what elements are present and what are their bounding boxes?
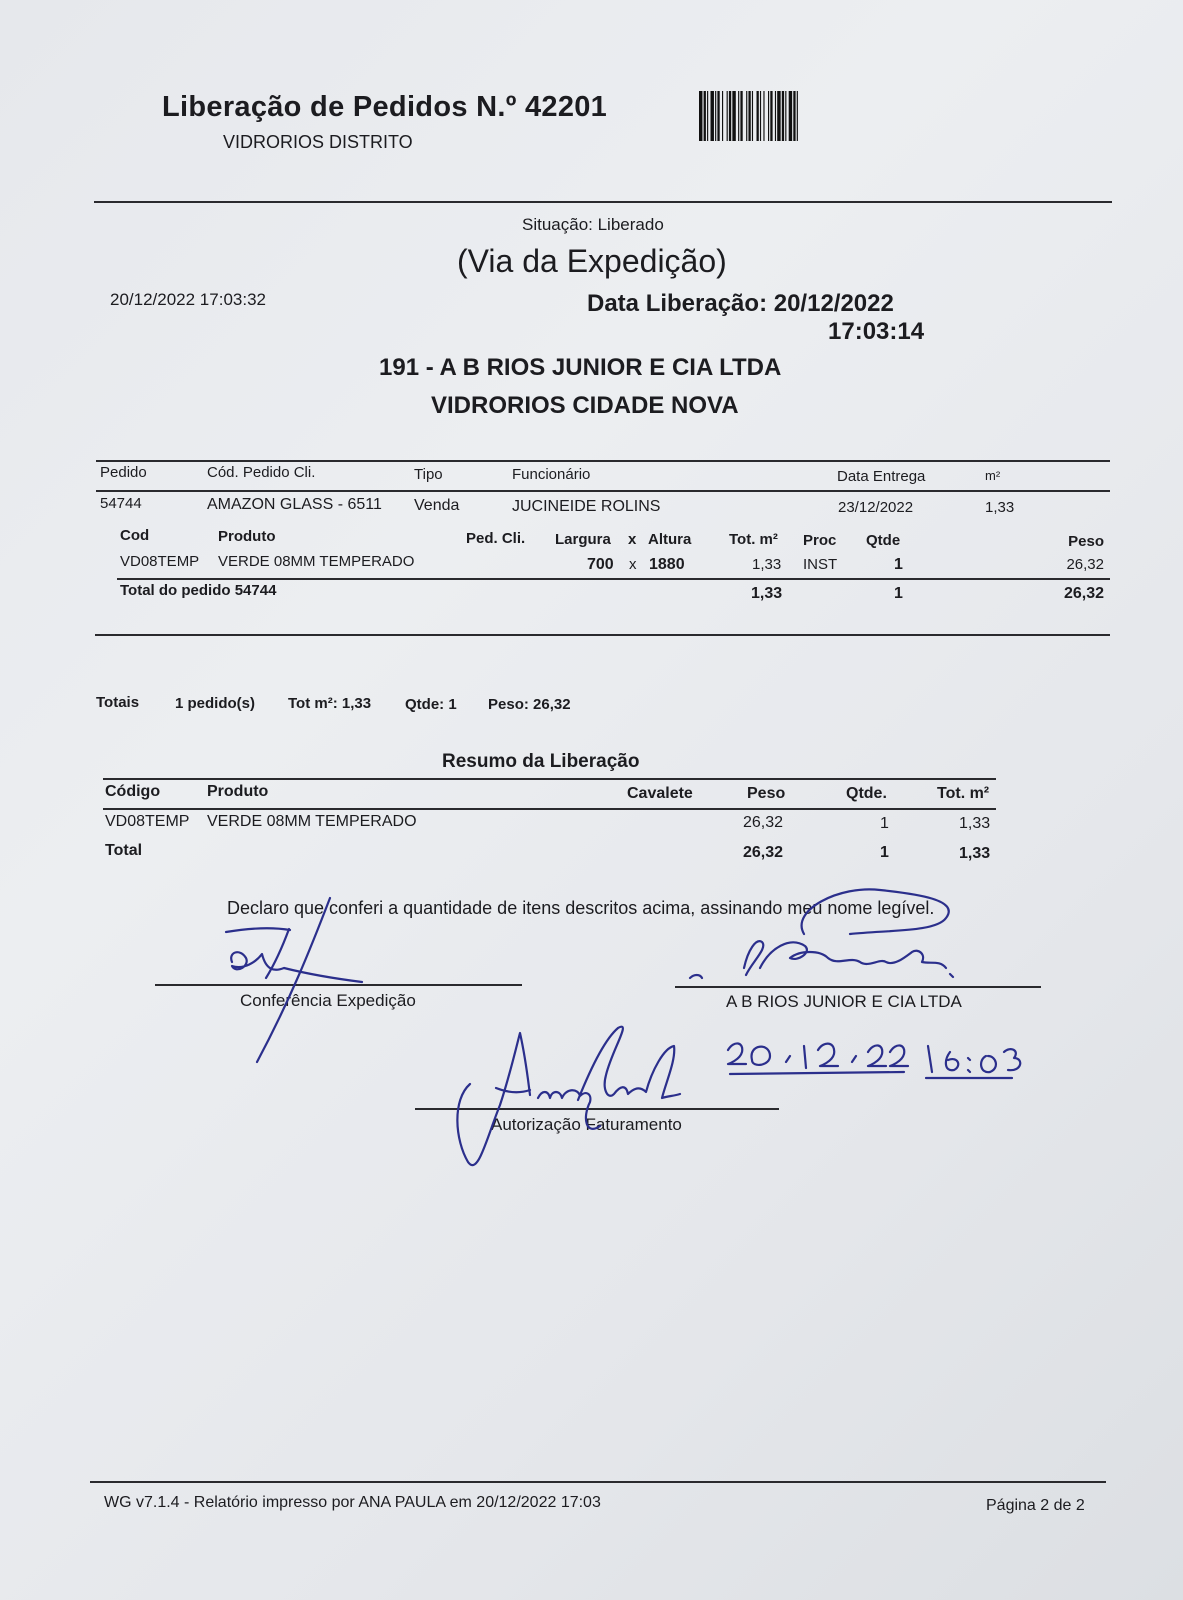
header-divider: [94, 201, 1112, 203]
order-funcionario: JUCINEIDE ROLINS: [512, 498, 661, 515]
barcode: [699, 91, 879, 141]
item-produto: VERDE 08MM TEMPERADO: [218, 553, 415, 570]
signature-line-autorizacao: [415, 1108, 779, 1110]
signature-label-cliente: A B RIOS JUNIOR E CIA LTDA: [726, 992, 962, 1011]
col-header-tipo: Tipo: [414, 466, 443, 483]
order-tipo: Venda: [414, 497, 460, 514]
via-title: (Via da Expedição): [457, 243, 727, 279]
totals-label: Totais: [96, 694, 140, 711]
col-header-pedido: Pedido: [100, 464, 147, 481]
print-timestamp: 20/12/2022 17:03:32: [110, 290, 266, 309]
item-header-tot-m2: Tot. m²: [729, 531, 778, 548]
summary-peso: 26,32: [743, 814, 784, 831]
order-total-qtde: 1: [894, 585, 903, 602]
order-table-top-rule: [96, 460, 1110, 462]
item-x: x: [629, 556, 637, 573]
item-qtde: 1: [894, 556, 903, 573]
item-altura: 1880: [649, 556, 685, 573]
declaration-text: Declaro que conferi a quantidade de itens descritos acima, assinando meu nome legível.: [227, 898, 935, 918]
document-title: Liberação de Pedidos N.º 42201: [162, 91, 608, 123]
item-header-largura: Largura: [555, 531, 611, 548]
summary-total-tot-m2: 1,33: [959, 845, 991, 862]
col-header-cod-pedido-cli: Cód. Pedido Cli.: [207, 464, 316, 481]
handwritten-date-text: [726, 1036, 1014, 1074]
item-header-qtde: Qtde: [866, 532, 901, 549]
client-branch: VIDRORIOS CIDADE NOVA: [431, 392, 739, 419]
totals-pedidos: 1 pedido(s): [175, 695, 256, 712]
footer-print-info: WG v7.1.4 - Relatório impresso por ANA PAULA em 20/12/2022 17:03: [104, 1494, 601, 1511]
item-header-peso: Peso: [1068, 533, 1104, 550]
item-header-altura: Altura: [648, 531, 692, 548]
summary-total-qtde: 1: [880, 844, 889, 861]
summary-total-label: Total: [105, 842, 143, 859]
summary-header-produto: Produto: [207, 783, 269, 800]
signature-line-conferencia: [155, 984, 522, 986]
summary-title: Resumo da Liberação: [442, 751, 640, 772]
order-m2: 1,33: [985, 499, 1015, 516]
item-cod: VD08TEMP: [120, 553, 200, 570]
col-header-data-entrega: Data Entrega: [837, 468, 926, 485]
signature-label-conferencia: Conferência Expedição: [240, 991, 416, 1010]
summary-header-codigo: Código: [105, 783, 161, 800]
order-total-label: Total do pedido 54744: [120, 582, 277, 599]
summary-top-rule: [103, 778, 996, 780]
order-cod-pedido-cli: AMAZON GLASS - 6511: [207, 496, 382, 513]
signature-autorizacao-scribble: [457, 1027, 680, 1165]
summary-header-rule: [103, 808, 996, 810]
order-table-header-rule: [96, 490, 1110, 492]
summary-header-cavalete: Cavalete: [627, 785, 693, 802]
totals-peso: Peso: 26,32: [488, 696, 571, 713]
col-header-funcionario: Funcionário: [512, 466, 591, 483]
col-header-m2: m²: [985, 468, 1001, 483]
item-header-cod: Cod: [120, 527, 150, 544]
summary-qtde: 1: [880, 815, 889, 832]
item-header-produto: Produto: [218, 528, 276, 545]
order-data-entrega: 23/12/2022: [838, 499, 914, 516]
summary-total-peso: 26,32: [743, 844, 784, 861]
order-total-tot-m2: 1,33: [751, 585, 783, 602]
order-total-rule: [117, 578, 1110, 580]
summary-header-peso: Peso: [747, 785, 786, 802]
summary-header-qtde: Qtde.: [846, 785, 887, 802]
order-table-bottom-rule: [95, 634, 1110, 636]
footer-rule: [90, 1481, 1106, 1483]
summary-codigo: VD08TEMP: [105, 813, 190, 830]
order-pedido: 54744: [100, 495, 142, 512]
item-tot-m2: 1,33: [752, 556, 782, 573]
order-total-peso: 26,32: [1063, 585, 1104, 602]
status-text: Situação: Liberado: [522, 215, 664, 234]
summary-produto: VERDE 08MM TEMPERADO: [207, 813, 417, 830]
item-header-proc: Proc: [803, 532, 837, 549]
summary-header-tot-m2: Tot. m²: [937, 785, 990, 802]
signature-label-autorizacao: Autorização Faturamento: [491, 1115, 682, 1134]
footer-page-number: Página 2 de 2: [986, 1497, 1085, 1514]
item-largura: 700: [587, 556, 614, 573]
signature-line-cliente: [675, 986, 1041, 988]
item-header-x: x: [628, 531, 637, 548]
company-name: VIDRORIOS DISTRITO: [223, 132, 413, 152]
totals-tot-m2: Tot m²: 1,33: [288, 695, 372, 712]
totals-qtde: Qtde: 1: [405, 696, 457, 713]
signature-conferencia-scribble: [226, 898, 362, 1062]
release-time: 17:03:14: [828, 318, 925, 345]
release-date: Data Liberação: 20/12/2022: [587, 290, 894, 317]
item-header-ped-cli: Ped. Cli.: [466, 530, 526, 547]
summary-tot-m2: 1,33: [959, 815, 991, 832]
item-proc: INST: [803, 556, 838, 573]
item-peso: 26,32: [1066, 556, 1104, 573]
client-name: 191 - A B RIOS JUNIOR E CIA LTDA: [379, 354, 782, 381]
